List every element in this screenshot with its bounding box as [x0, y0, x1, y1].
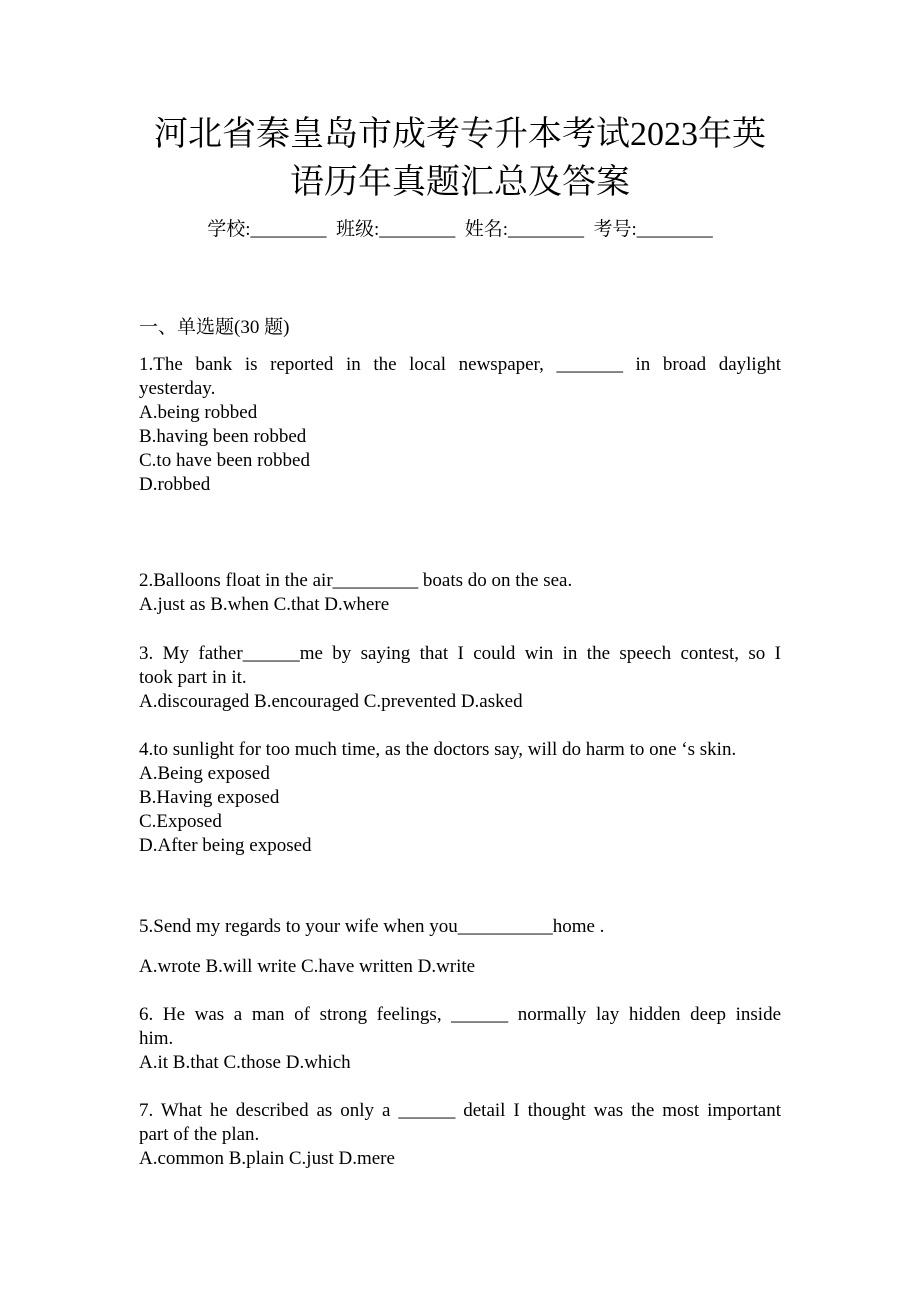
section-heading: 一、单选题(30 题): [139, 317, 290, 338]
answer-options: A.wrote B.will write C.have written D.write: [139, 956, 476, 977]
question-text: 7. What he described as only a ______ detail I thought was the most important: [139, 1100, 781, 1121]
question-text: 1.The bank is reported in the local newspaper, _______ in broad daylight: [139, 354, 781, 375]
question-text: him.: [139, 1028, 174, 1049]
student-info-fields: 学校:________ 班级:________ 姓名:________ 考号:________: [207, 219, 713, 240]
question-text: took part in it.: [139, 667, 247, 688]
answer-options: D.robbed: [139, 474, 211, 495]
answer-options: B.having been robbed: [139, 426, 307, 447]
answer-options: A.being robbed: [139, 402, 258, 423]
question-text: 5.Send my regards to your wife when you__________home .: [139, 916, 605, 937]
question-text: yesterday.: [139, 378, 216, 399]
question-text: 4.to sunlight for too much time, as the doctors say, will do harm to one ‘s skin.: [139, 739, 737, 760]
question-text: 3. My father______me by saying that I could win in the speech contest, so I: [139, 643, 781, 664]
answer-options: D.After being exposed: [139, 835, 312, 856]
answer-options: B.Having exposed: [139, 787, 280, 808]
document-title-line-2: 语历年真题汇总及答案: [290, 164, 630, 201]
question-text: 2.Balloons float in the air_________ boats do on the sea.: [139, 570, 573, 591]
answer-options: C.Exposed: [139, 811, 222, 832]
answer-options: A.just as B.when C.that D.where: [139, 594, 390, 615]
answer-options: A.discouraged B.encouraged C.prevented D.asked: [139, 691, 523, 712]
answer-options: C.to have been robbed: [139, 450, 310, 471]
document-title-line-1: 河北省秦皇岛市成考专升本考试2023年英: [154, 116, 766, 153]
answer-options: A.it B.that C.those D.which: [139, 1052, 351, 1073]
answer-options: A.common B.plain C.just D.mere: [139, 1148, 395, 1169]
question-text: 6. He was a man of strong feelings, ______ normally lay hidden deep inside: [139, 1004, 781, 1025]
answer-options: A.Being exposed: [139, 763, 270, 784]
question-text: part of the plan.: [139, 1124, 260, 1145]
